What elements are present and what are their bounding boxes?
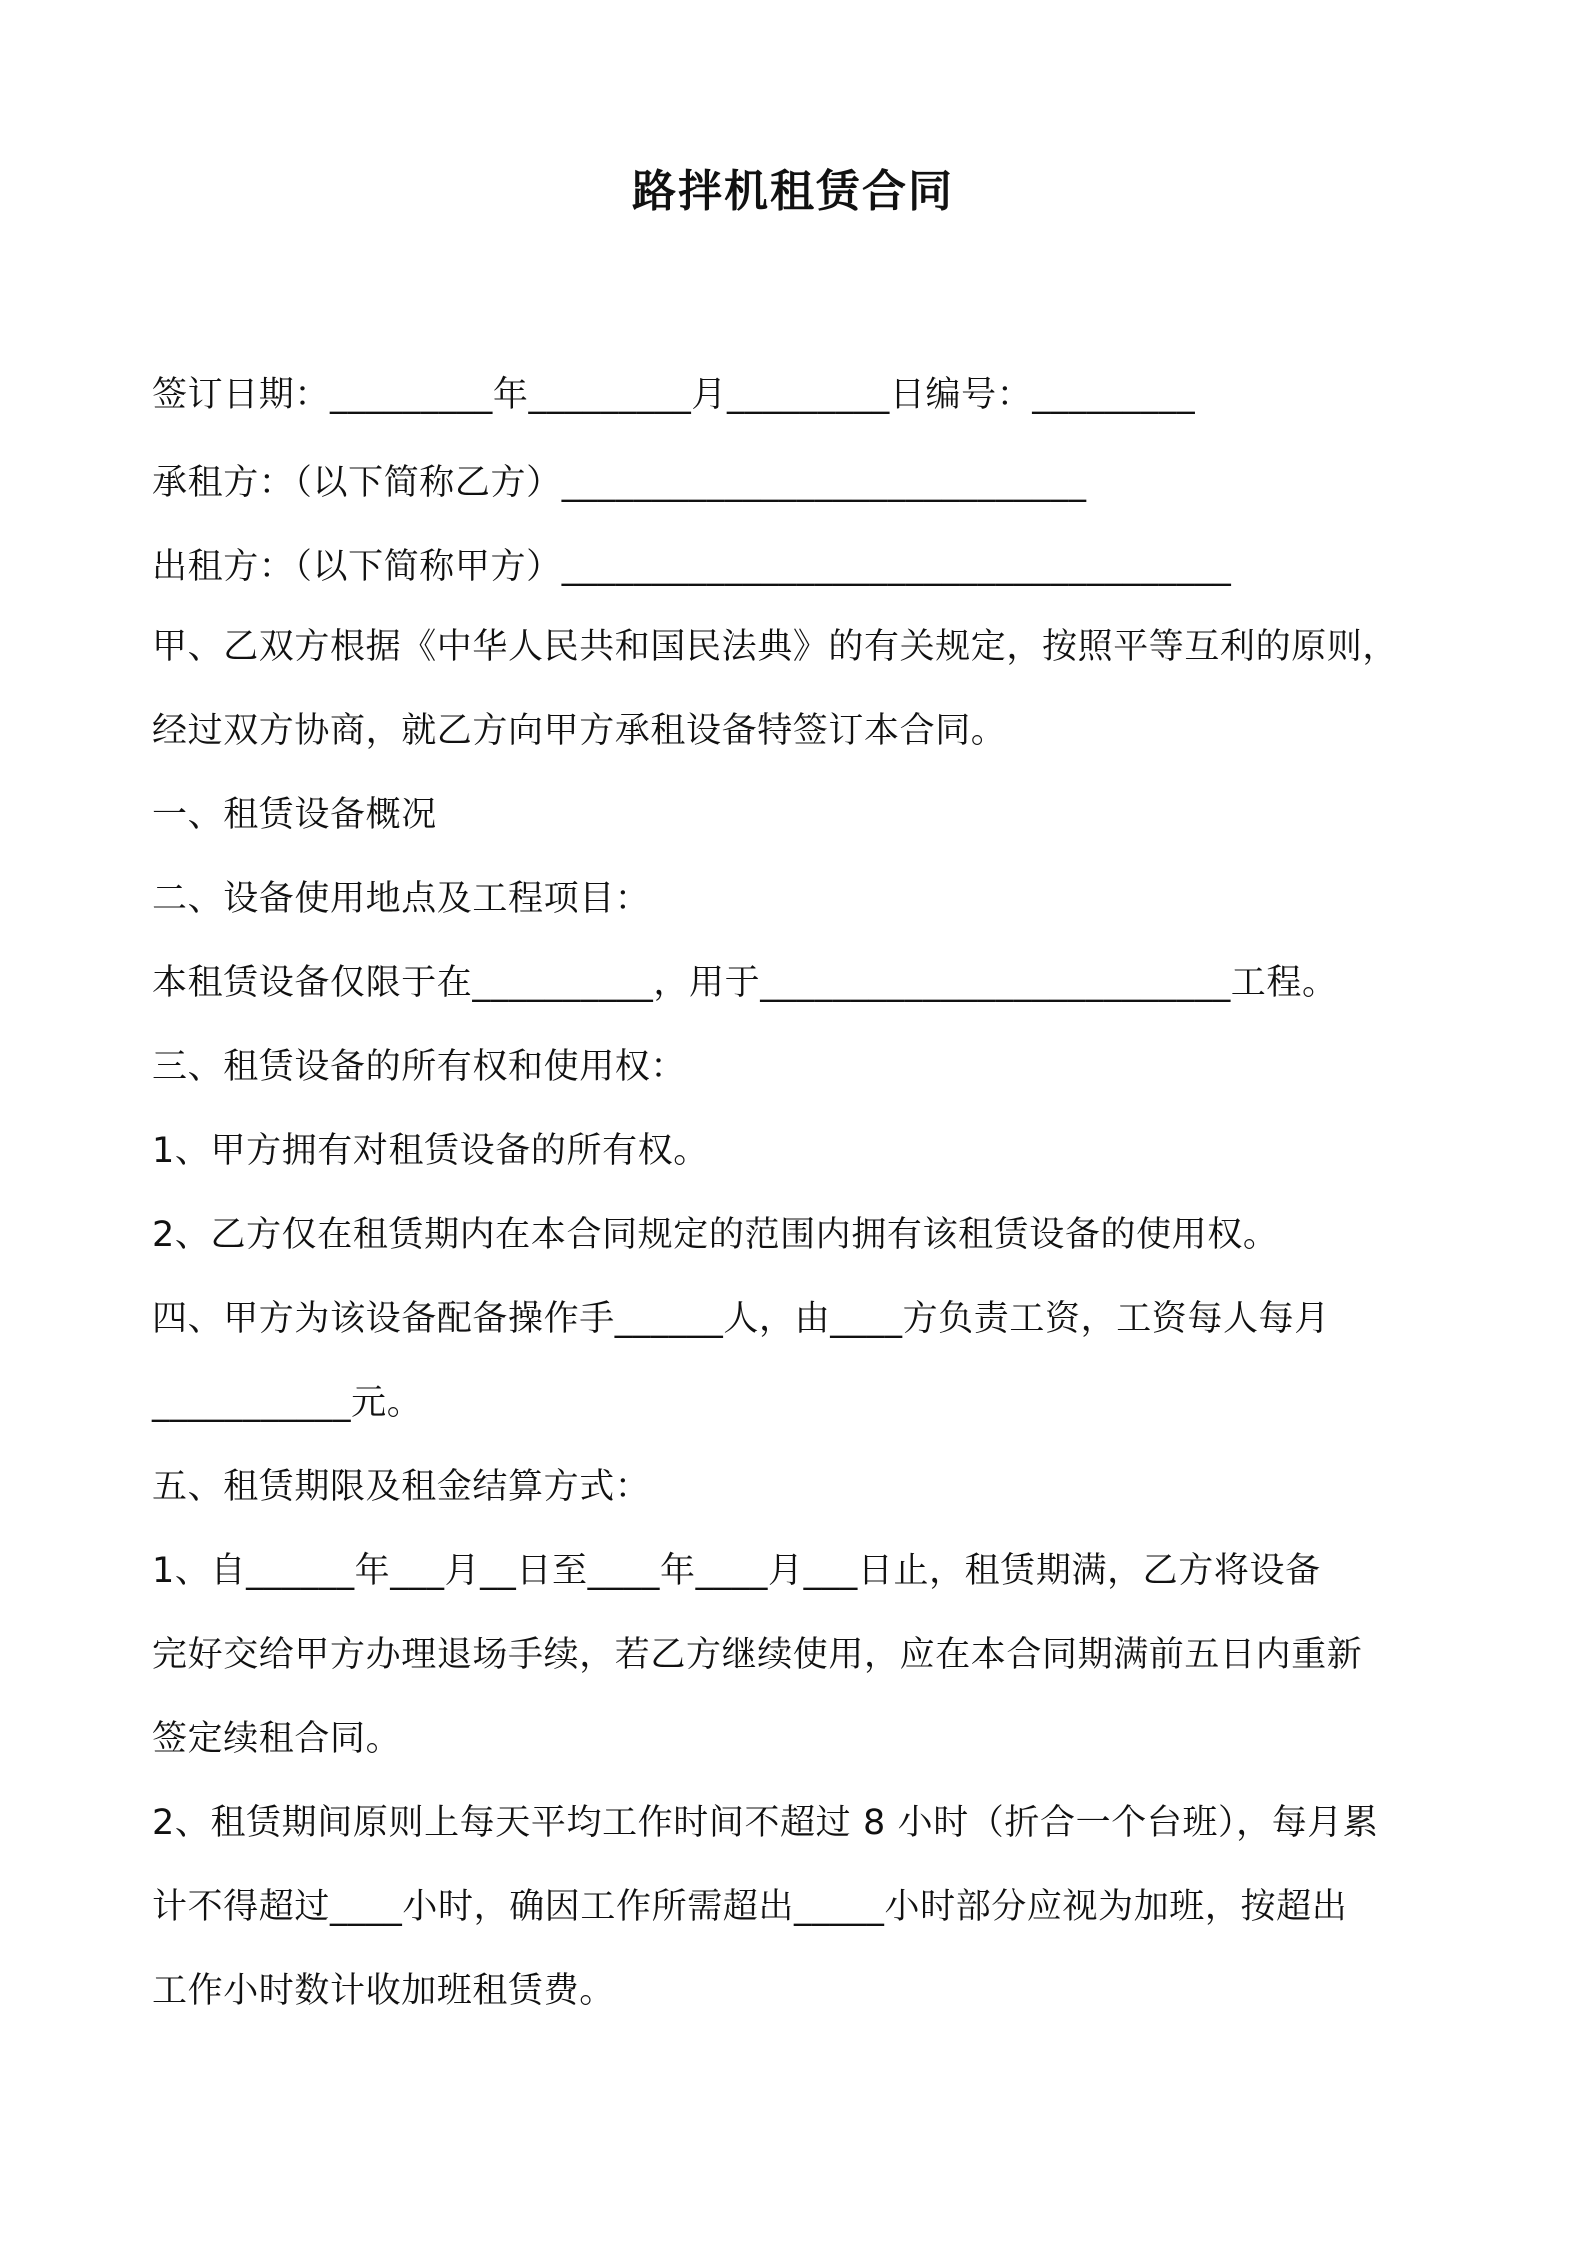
- lessee-line: 承租方：（以下简称乙方）_____________________________: [152, 463, 1087, 503]
- lessor-line: 出租方：（以下简称甲方）_____________________________________: [152, 547, 1232, 587]
- section-4-line-1: 四、甲方为该设备配备操作手______人，由____方负责工资，工资每人每月: [152, 1299, 1330, 1339]
- section-5-item-2-line-3: 工作小时数计收加班租赁费。: [152, 1971, 615, 2011]
- section-3-heading: 三、租赁设备的所有权和使用权：: [152, 1047, 687, 1087]
- section-2-heading: 二、设备使用地点及工程项目：: [152, 879, 651, 919]
- section-5-item-1-line-2: 完好交给甲方办理退场手续，若乙方继续使用，应在本合同期满前五日内重新: [152, 1635, 1363, 1675]
- section-5-item-2-line-1: 2、租赁期间原则上每天平均工作时间不超过 8 小时（折合一个台班），每月累: [152, 1803, 1379, 1843]
- section-2-body: 本租赁设备仅限于在__________，用于__________________________工程。: [152, 963, 1338, 1003]
- document-title: 路拌机租赁合同: [632, 166, 954, 217]
- section-3-item-2: 2、乙方仅在租赁期内在本合同规定的范围内拥有该租赁设备的使用权。: [152, 1215, 1279, 1255]
- preamble-line-1: 甲、乙双方根据《中华人民共和国民法典》的有关规定，按照平等互利的原则，: [152, 627, 1399, 667]
- section-5-item-1-line-3: 签定续租合同。: [152, 1719, 402, 1759]
- signing-date-line: 签订日期：_________年_________月_________日编号：_________: [152, 375, 1196, 415]
- preamble-line-2: 经过双方协商，就乙方向甲方承租设备特签订本合同。: [152, 711, 1007, 751]
- section-5-item-1-line-1: 1、自______年___月__日至____年____月___日止，租赁期满，乙方将设备: [152, 1551, 1321, 1591]
- section-1-heading: 一、租赁设备概况: [152, 795, 437, 835]
- section-5-heading: 五、租赁期限及租金结算方式：: [152, 1467, 651, 1507]
- section-3-item-1: 1、甲方拥有对租赁设备的所有权。: [152, 1131, 709, 1171]
- section-5-item-2-line-2: 计不得超过____小时，确因工作所需超出_____小时部分应视为加班，按超出: [152, 1887, 1348, 1927]
- section-4-line-2: ___________元。: [152, 1383, 423, 1423]
